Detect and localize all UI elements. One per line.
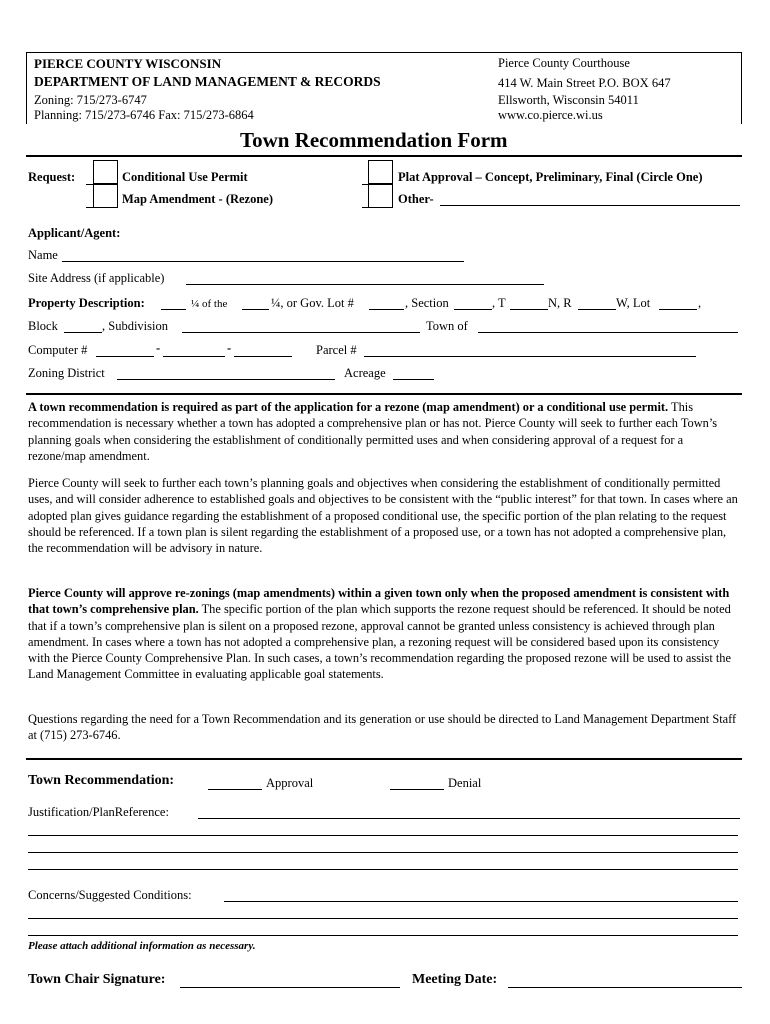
- section-field[interactable]: [454, 309, 492, 310]
- paragraph-rezonings-bold: Pierce County will approve re-zonings (map amendments) within a given town only when the proposed amendment is consistent with that town’s comprehensive plan.: [28, 586, 730, 617]
- paragraph-requirement: [28, 399, 740, 464]
- computer-number-field-3[interactable]: [234, 356, 292, 357]
- section-text: , Section: [405, 296, 449, 310]
- paragraph-rezonings: [28, 585, 740, 683]
- cup-checkbox[interactable]: [93, 160, 118, 184]
- gov-lot-text: ¼, or Gov. Lot #: [271, 296, 354, 310]
- map-amendment-checkbox[interactable]: [93, 184, 118, 208]
- paragraph-requirement-bold: A town recommendation is required as part of the application for a rezone (map amendment) or a conditional use permit.: [28, 400, 669, 414]
- zoning-phone: Zoning: 715/273-6747: [34, 93, 147, 107]
- plat-approval-label: Plat Approval – Concept, Preliminary, Final (Circle One): [398, 170, 703, 184]
- section-divider: [26, 393, 742, 395]
- parcel-number-field[interactable]: [364, 356, 696, 357]
- attach-note: Please attach additional information as necessary.: [28, 940, 256, 952]
- lot-comma: ,: [698, 296, 702, 310]
- map-amendment-label: Map Amendment - (Rezone): [122, 192, 274, 206]
- paragraph-planning-goals: Pierce County will seek to further each town’s planning goals and objectives when considering the establishment of conditionally permitted uses, and will consider adherence to established goals and objectives to be consistent with the “public interest” for that town. In cases where an adopted plan gives guidance regarding the establishment of a proposed conditional use, the specific portion of the plan relating to the request should be referenced. If a town plan is silent regarding the establishment of a proposed use, or a town has not adopted a comprehensive plan, the recommendation will be advisory in nature.: [28, 476, 738, 556]
- subdivision-label: , Subdivision: [102, 319, 168, 333]
- zoning-district-label: Zoning District: [28, 366, 105, 380]
- website: www.co.pierce.wi.us: [498, 108, 603, 122]
- computer-dash-2: -: [227, 341, 232, 355]
- acreage-label: Acreage: [344, 366, 386, 380]
- lot-text: W, Lot: [616, 296, 651, 310]
- town-of-field[interactable]: [478, 332, 738, 333]
- applicant-heading: Applicant/Agent:: [28, 226, 121, 240]
- justification-field[interactable]: [198, 818, 740, 819]
- planning-phone: Planning: 715/273-6746 Fax: 715/273-6864: [34, 108, 254, 122]
- property-description-label: Property Description:: [28, 296, 145, 310]
- acreage-field[interactable]: [393, 379, 434, 380]
- quarter2-field[interactable]: [242, 309, 269, 310]
- concerns-label: Concerns/Suggested Conditions:: [28, 888, 192, 902]
- title-rule: [26, 155, 742, 157]
- cup-label: Conditional Use Permit: [122, 170, 248, 184]
- other-label: Other-: [398, 192, 434, 206]
- paragraph-rezonings-text: The specific portion of the plan which supports the rezone request should be referenced. It should be noted that if a town’s comprehensive plan is silent on a proposed rezone, approval cannot be granted unless consistency is achieved through plan amendment. In cases where a town has not adopted a comprehensive plan, a rezoning request will be considered based upon its consistency with the Pierce County Comprehensive Plan. In such cases, a town’s recommendation regarding the proposed rezone will be used to assist the Land Management Committee in evaluating applicable goal statements.: [28, 602, 731, 682]
- name-label: Name: [28, 248, 58, 262]
- computer-number-field-2[interactable]: [163, 356, 225, 357]
- justification-line-2[interactable]: [28, 835, 738, 836]
- parcel-number-label: Parcel #: [316, 343, 357, 357]
- recommendation-divider: [26, 758, 742, 760]
- city-state-zip: Ellsworth, Wisconsin 54011: [498, 93, 639, 107]
- quarter1-field[interactable]: [161, 309, 186, 310]
- subdivision-field[interactable]: [182, 332, 420, 333]
- justification-line-3[interactable]: [28, 852, 738, 853]
- justification-label: Justification/PlanReference:: [28, 805, 169, 819]
- township-field[interactable]: [510, 309, 548, 310]
- zoning-district-field[interactable]: [117, 379, 335, 380]
- county-name: PIERCE COUNTY WISCONSIN: [34, 56, 222, 71]
- concerns-line-3[interactable]: [28, 935, 738, 936]
- page-title: Town Recommendation Form: [240, 128, 508, 152]
- computer-number-label: Computer #: [28, 343, 88, 357]
- paragraph-questions: Questions regarding the need for a Town Recommendation and its generation or use should be directed to Land Management Department Staff at (715) 273-6746.: [28, 712, 737, 743]
- paragraph-requirement-text: This recommendation is necessary whether a town has adopted a comprehensive plan or has not. Pierce County will seek to further each Town’s planning goals when considering the establishment of conditionally permitted uses and when considering approval of a request for a rezone/map amendment.: [28, 400, 718, 463]
- chair-signature-label: Town Chair Signature:: [28, 972, 166, 987]
- approval-label: Approval: [266, 776, 314, 790]
- denial-field[interactable]: [390, 789, 444, 790]
- computer-number-field-1[interactable]: [96, 356, 154, 357]
- denial-label: Denial: [448, 776, 482, 790]
- lot-field[interactable]: [659, 309, 697, 310]
- town-of-label: Town of: [426, 319, 468, 333]
- township-text: , T: [492, 296, 506, 310]
- other-field[interactable]: [440, 205, 740, 206]
- quarter1-text: ¼ of the: [191, 298, 228, 310]
- range-text: N, R: [548, 296, 572, 310]
- concerns-line-2[interactable]: [28, 918, 738, 919]
- courthouse-name: Pierce County Courthouse: [498, 56, 630, 70]
- block-label: Block: [28, 319, 58, 333]
- meeting-date-label: Meeting Date:: [412, 972, 498, 987]
- meeting-date-field[interactable]: [508, 987, 742, 988]
- department-name: DEPARTMENT OF LAND MANAGEMENT & RECORDS: [34, 74, 381, 89]
- town-recommendation-label: Town Recommendation:: [28, 773, 175, 788]
- plat-approval-checkbox[interactable]: [368, 160, 393, 184]
- computer-dash-1: -: [156, 341, 161, 355]
- site-address-field[interactable]: [186, 284, 544, 285]
- chair-signature-field[interactable]: [180, 987, 400, 988]
- gov-lot-field[interactable]: [369, 309, 404, 310]
- street-address: 414 W. Main Street P.O. BOX 647: [498, 76, 671, 90]
- other-checkbox[interactable]: [368, 184, 393, 208]
- range-field[interactable]: [578, 309, 616, 310]
- request-label: Request:: [28, 170, 76, 184]
- concerns-field[interactable]: [224, 901, 738, 902]
- approval-field[interactable]: [208, 789, 262, 790]
- name-field[interactable]: [62, 261, 464, 262]
- block-field[interactable]: [64, 332, 102, 333]
- justification-line-4[interactable]: [28, 869, 738, 870]
- site-address-label: Site Address (if applicable): [28, 271, 165, 285]
